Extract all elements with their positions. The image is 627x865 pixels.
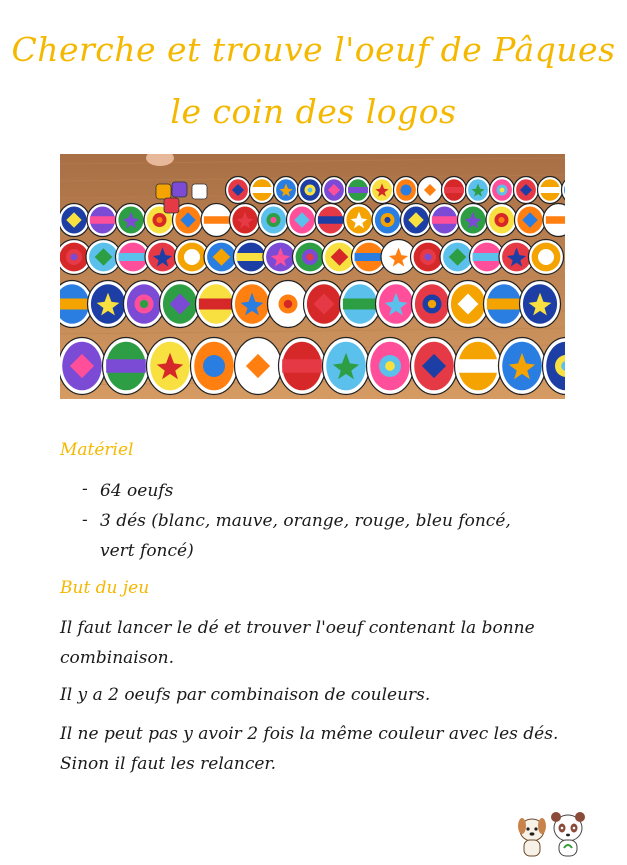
egg-card-icon [412,281,453,328]
egg-card-icon [499,338,546,395]
egg-card-icon [287,204,318,237]
bullet-marker: - [82,510,88,530]
egg-card-icon [196,281,237,328]
egg-card-icon [538,177,563,204]
egg-card-icon [124,281,165,328]
die-icon [156,184,171,199]
egg-card-icon [429,204,460,237]
egg-card-icon [367,338,414,395]
egg-card-icon [466,177,491,204]
egg-card-icon [116,204,147,237]
game-photo [60,154,565,399]
egg-card-icon [340,281,381,328]
die-icon [192,184,207,199]
but-heading: But du jeu [60,578,150,598]
egg-card-icon [490,177,515,204]
egg-card-icon [235,338,282,395]
logo [512,808,592,860]
egg-card-icon [268,281,309,328]
page-subtitle: le coin des logos [170,92,457,131]
die-icon [164,198,179,213]
egg-card-icon [372,204,403,237]
egg-card-icon [411,338,458,395]
egg-card-icon [230,204,261,237]
dog-and-panda-logo-icon [512,808,592,860]
egg-card-icon [448,281,489,328]
egg-card-icon [315,204,346,237]
egg-card-icon [515,204,546,237]
egg-card-icon [344,204,375,237]
egg-card-icon [418,177,443,204]
list-item: 64 oeufs [100,481,174,501]
egg-card-icon [529,240,564,275]
egg-card-icon [258,204,289,237]
die-icon [172,182,187,197]
egg-card-icon [520,281,561,328]
bullet-marker: - [82,479,88,499]
egg-card-icon [322,177,347,204]
egg-card-icon [304,281,345,328]
egg-card-icon [514,177,539,204]
egg-card-icon [486,204,517,237]
egg-card-icon [442,177,467,204]
egg-card-icon [376,281,417,328]
paragraph: Il y a 2 oeufs par combinaison de couleurs. [60,685,431,705]
egg-card-icon [298,177,323,204]
egg-card-icon [88,281,129,328]
paragraph: Il ne peut pas y avoir 2 fois la même couleur avec les dés. Sinon il faut les relancer. [60,724,559,774]
egg-card-icon [323,338,370,395]
egg-card-icon [250,177,275,204]
egg-card-icon [201,204,232,237]
egg-card-icon [455,338,502,395]
list-item: 3 dés (blanc, mauve, orange, rouge, bleu foncé, vert foncé) [100,511,511,561]
egg-card-icon [346,177,371,204]
materiel-heading: Matériel [60,440,134,460]
egg-card-icon [103,338,150,395]
egg-card-icon [394,177,419,204]
egg-card-icon [147,338,194,395]
egg-card-icon [160,281,201,328]
egg-card-icon [370,177,395,204]
egg-card-icon [279,338,326,395]
egg-card-icon [60,338,106,395]
egg-card-icon [458,204,489,237]
egg-card-icon [226,177,251,204]
page-title: Cherche et trouve l'oeuf de Pâques [11,30,616,69]
egg-card-icon [60,204,90,237]
egg-card-icon [274,177,299,204]
egg-card-icon [484,281,525,328]
easter-eggs-photo-icon [60,154,565,399]
paragraph: Il faut lancer le dé et trouver l'oeuf contenant la bonne combinaison. [60,618,535,668]
egg-card-icon [401,204,432,237]
egg-card-icon [232,281,273,328]
egg-card-icon [87,204,118,237]
egg-card-icon [191,338,238,395]
